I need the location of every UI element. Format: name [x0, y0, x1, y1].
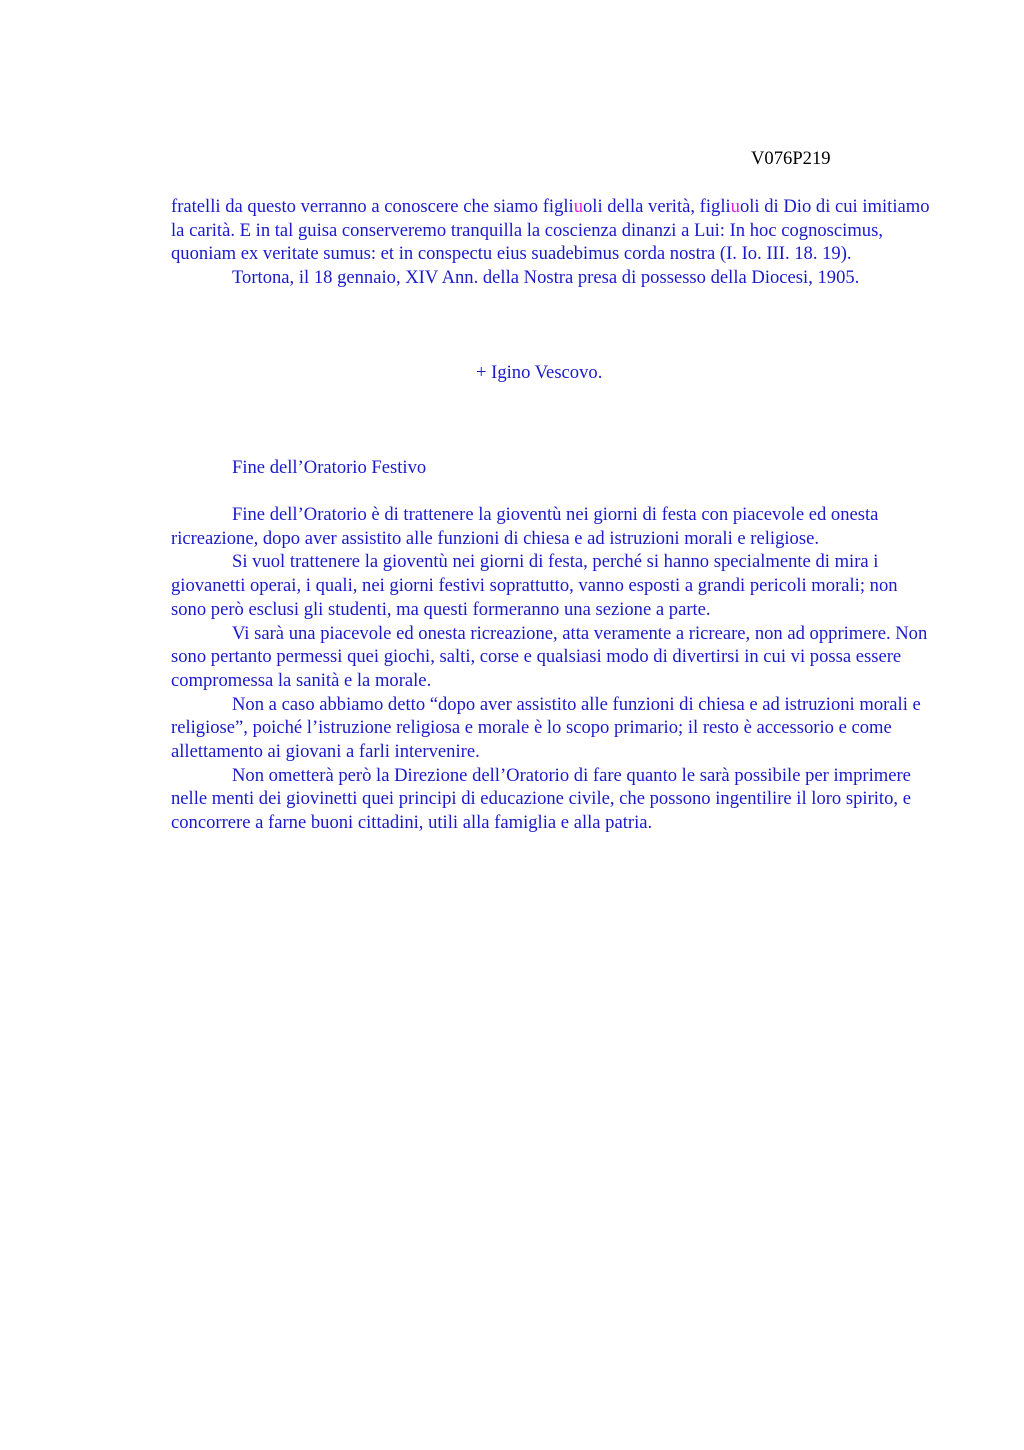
section-heading: Fine dell’Oratorio Festivo — [232, 457, 427, 478]
highlighted-letter: u — [730, 196, 740, 217]
text-run: oli della verità, figli — [583, 196, 731, 217]
date-line: Tortona, il 18 gennaio, XIV Ann. della Nostra presa di possesso della Diocesi, 1905. — [232, 267, 860, 289]
intro-text — [171, 195, 931, 290]
body-paragraph: Non ometterà però la Direzione dell’Oratorio di fare quanto le sarà possibile per imprimere nelle menti dei giovinetti quei principi di educazione civile, che possono ingentilire il loro spirito, e concorrere a farne buoni cittadini, utili alla famiglia e alla patria. — [171, 764, 911, 834]
signature: + Igino Vescovo. — [476, 362, 603, 383]
section-body — [171, 503, 931, 835]
page-identifier: V076P219 — [751, 148, 831, 169]
body-paragraph: Vi sarà una piacevole ed onesta ricreazione, atta veramente a ricreare, non ad opprimere. Non sono pertanto permessi quei giochi, salti, corse e qualsiasi modo di divertirsi in cui vi possa essere compromessa la sanità e la morale. — [171, 622, 928, 691]
body-paragraph: Non a caso abbiamo detto “dopo aver assistito alle funzioni di chiesa e ad istruzioni morali e religiose”, poiché l’istruzione religiosa e morale è lo scopo primario; il resto è accessorio e come allettamento ai giovani a farli intervenire. — [171, 693, 921, 763]
body-paragraph: Fine dell’Oratorio è di trattenere la gioventù nei giorni di festa con piacevole ed onesta ricreazione, dopo aver assistito alle funzioni di chiesa e ad istruzioni morali e religiose. — [171, 504, 879, 549]
highlighted-letter: u — [573, 196, 583, 217]
intro-paragraph — [171, 195, 931, 266]
text-run: oli di Dio di cui imitiamo la carità. E in tal guisa conserveremo tranquilla la coscienza dinanzi a Lui: In hoc cognoscimus, quoniam ex veritate sumus: et in conspectu eius suadebimus corda nostra (I. Io. III. 18. 19). — [171, 196, 930, 265]
text-run: fratelli da questo verranno a conoscere che siamo figli — [171, 196, 574, 217]
body-paragraph: Si vuol trattenere la gioventù nei giorni di festa, perché si hanno specialmente di mira i giovanetti operai, i quali, nei giorni festivi soprattutto, vanno esposti a grandi pericoli morali; non sono però esclusi gli studenti, ma questi formeranno una sezione a parte. — [171, 551, 898, 620]
